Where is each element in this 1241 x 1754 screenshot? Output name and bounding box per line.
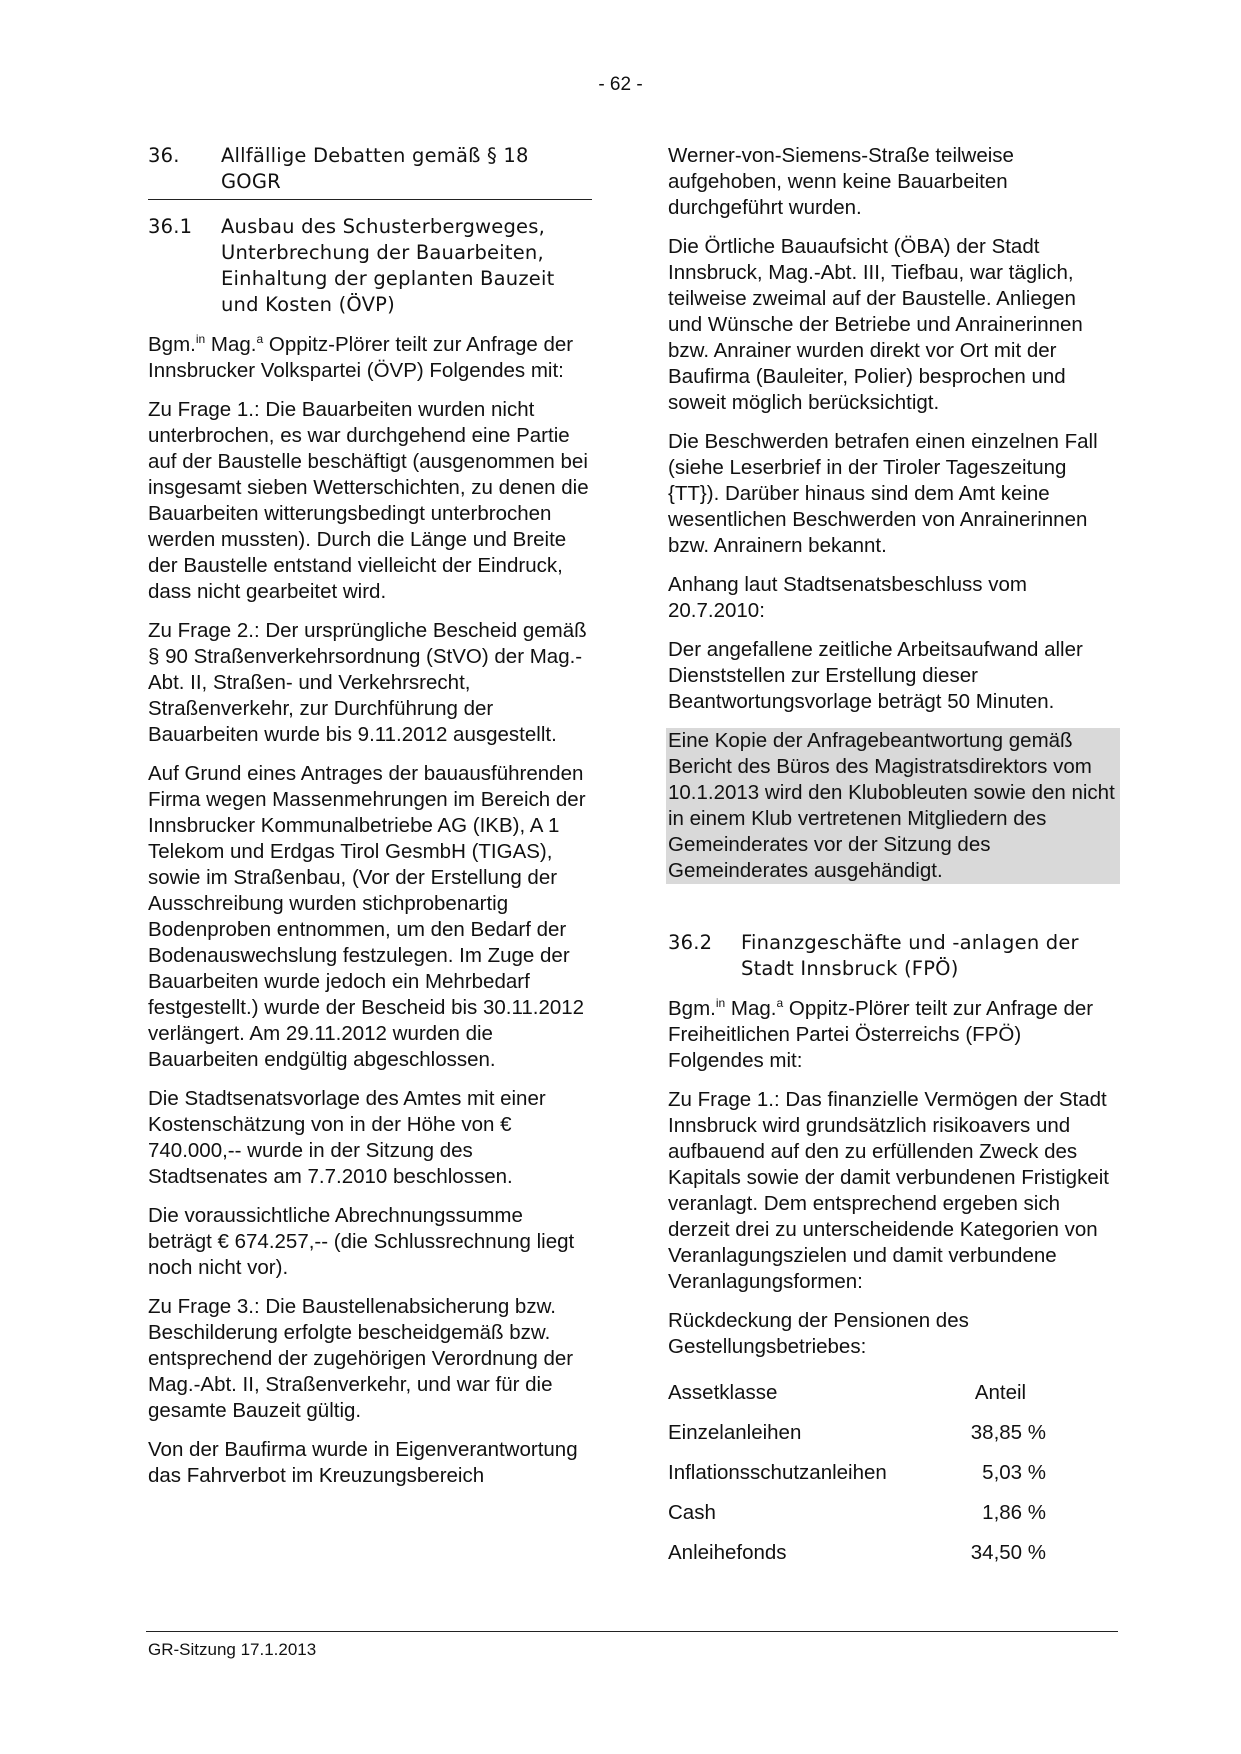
heading-36-number: 36. bbox=[148, 144, 180, 167]
paragraph-beschwerden: Die Beschwerden betrafen einen einzelnen Fall (siehe Leserbrief in der Tiroler Tageszeitung {TT}). Darüber hinaus sind dem Amt keine wesentlichen Beschwerden von Anrainerinnen bzw. Anrainern bekannt. bbox=[668, 430, 1098, 557]
highlighted-paragraph-kopie: Eine Kopie der Anfragebeantwortung gemäß Bericht des Büros des Magistratsdirektors vom 10.1.2013 wird den Klubobleuten sowie den nicht in einem Klub vertretenen Mitgliedern des Gemeinderates vor der Sitzung des Gemeinderates ausgehändigt. bbox=[666, 728, 1120, 884]
table-row bbox=[668, 1533, 1048, 1573]
heading-36-1-title: Ausbau des Schusterbergweges, Unterbrechung der Bauarbeiten, Einhaltung der geplanten Bauzeit und Kosten (ÖVP) bbox=[221, 215, 555, 316]
paragraph-finanzielles-vermoegen: Zu Frage 1.: Das finanzielle Vermögen der Stadt Innsbruck wird grundsätzlich risikoavers und aufbauend auf den zu erfüllenden Zweck des Kapitals sowie der damit verbundenen Fristigkeit veranlagt. Dem entsprechend ergeben sich derzeit drei zu unterscheidende Kategorien von Veranlagungszielen und damit verbundene Veranlagungsformen: bbox=[668, 1088, 1109, 1293]
asset-share: 1,86 % bbox=[982, 1501, 1046, 1524]
paragraph-frage-2: Zu Frage 2.: Der ursprüngliche Bescheid gemäß § 90 Straßenverkehrsordnung (StVO) der Mag.-Abt. II, Straßen- und Verkehrsrecht, Straßenverkehr, zur Durchführung der Bauarbeiten wurde bis 9.11.2012 ausgestellt. bbox=[148, 619, 587, 746]
heading-36-1 bbox=[148, 214, 592, 318]
paragraph-rueckdeckung: Rückdeckung der Pensionen des Gestellungsbetriebes: bbox=[668, 1309, 969, 1358]
asset-name: Inflationsschutzanleihen bbox=[668, 1461, 887, 1484]
page-number: - 62 - bbox=[598, 74, 643, 95]
intro-paragraph-ovp: Bgm.$^{in}$ Mag.$^a$ Oppitz-Plörer teilt zur Anfrage der Innsbrucker Volkspartei (ÖVP) Folgendes mit: bbox=[148, 332, 574, 382]
heading-36-2-number: 36.2 bbox=[668, 931, 713, 954]
table-row bbox=[668, 1413, 1048, 1453]
intro-paragraph-fpoe: Bgm.$^{in}$ Mag.$^a$ Oppitz-Plörer teilt zur Anfrage der Freiheitlichen Partei Österreichs (FPÖ) Folgendes mit: bbox=[668, 996, 1094, 1072]
heading-36-1-number: 36.1 bbox=[148, 215, 193, 238]
asset-share: 34,50 % bbox=[970, 1541, 1046, 1564]
asset-table-header-assetklasse: Assetklasse bbox=[668, 1381, 778, 1404]
heading-36 bbox=[148, 143, 592, 200]
paragraph-fahrverbot: Von der Baufirma wurde in Eigenverantwortung das Fahrverbot im Kreuzungsbereich bbox=[148, 1438, 578, 1487]
paragraph-siemens-strasse: Werner-von-Siemens-Straße teilweise aufgehoben, wenn keine Bauarbeiten durchgeführt wurden. bbox=[668, 144, 1014, 219]
left-column bbox=[148, 143, 592, 1502]
paragraph-bauaufsicht: Die Örtliche Bauaufsicht (ÖBA) der Stadt Innsbruck, Mag.-Abt. III, Tiefbau, war täglich, teilweise zweimal auf der Baustelle. Anliegen und Wünsche der Betriebe und Anrainerinnen bzw. Anrainer wurden direkt vor Ort mit der Baufirma (Bauleiter, Polier) besprochen und soweit möglich berücksichtigt. bbox=[668, 235, 1083, 414]
table-row bbox=[668, 1453, 1048, 1493]
footer-text: GR-Sitzung 17.1.2013 bbox=[148, 1640, 317, 1659]
paragraph-frage-3: Zu Frage 3.: Die Baustellenabsicherung bzw. Beschilderung erfolgte bescheidgemäß bzw. entsprechend der zugehörigen Verordnung der Mag.-Abt. II, Straßenverkehr, und war für die gesamte Bauzeit gültig. bbox=[148, 1295, 574, 1422]
paragraph-frage-1: Zu Frage 1.: Die Bauarbeiten wurden nicht unterbrochen, es war durchgehend eine Partie auf der Baustelle beschäftigt (ausgenommen bei insgesamt sieben Wetterschichten, zu denen die Bauarbeiten witterungsbedingt unterbrochen werden mussten). Durch die Länge und Breite der Baustelle entstand vielleicht der Eindruck, dass nicht gearbeitet wird. bbox=[148, 398, 589, 603]
right-column bbox=[668, 143, 1115, 1573]
table-row bbox=[668, 1493, 1048, 1533]
asset-name: Anleihefonds bbox=[668, 1541, 787, 1564]
paragraph-antrag: Auf Grund eines Antrages der bauausführenden Firma wegen Massenmehrungen im Bereich der Innsbrucker Kommunalbetriebe AG (IKB), A 1 Telekom und Erdgas Tirol GesmbH (TIGAS), sowie im Straßenbau, (Vor der Erstellung der Ausschreibung wurden stichprobenartig Bodenproben entnommen, um den Bedarf der Bodenauswechslung festzulegen. Im Zuge der Bauarbeiten wurde jedoch ein Mehrbedarf festgestellt.) wurde der Bescheid bis 30.11.2012 verlängert. Am 29.11.2012 wurden die Bauarbeiten endgültig abgeschlossen. bbox=[148, 762, 586, 1071]
paragraph-abrechnungssumme: Die voraussichtliche Abrechnungssumme beträgt € 674.257,-- (die Schlussrechnung liegt noch nicht vor). bbox=[148, 1204, 575, 1279]
paragraph-anhang: Anhang laut Stadtsenatsbeschluss vom 20.7.2010: bbox=[668, 573, 1027, 622]
asset-name: Cash bbox=[668, 1501, 716, 1524]
heading-36-2 bbox=[668, 930, 1112, 982]
asset-share: 5,03 % bbox=[982, 1461, 1046, 1484]
footer-divider bbox=[146, 1631, 1118, 1632]
asset-table bbox=[668, 1373, 1048, 1573]
asset-share: 38,85 % bbox=[970, 1421, 1046, 1444]
asset-table-header bbox=[668, 1373, 1048, 1413]
asset-table-header-anteil: Anteil bbox=[974, 1381, 1027, 1404]
asset-name: Einzelanleihen bbox=[668, 1421, 802, 1444]
heading-36-title: Allfällige Debatten gemäß § 18 GOGR bbox=[221, 144, 529, 193]
paragraph-arbeitsaufwand: Der angefallene zeitliche Arbeitsaufwand aller Dienststellen zur Erstellung dieser Beantwortungsvorlage beträgt 50 Minuten. bbox=[668, 638, 1083, 713]
paragraph-kostenschaetzung: Die Stadtsenatsvorlage des Amtes mit einer Kostenschätzung von in der Höhe von € 740.000,-- wurde in der Sitzung des Stadtsenates am 7.7.2010 beschlossen. bbox=[148, 1087, 546, 1188]
heading-36-2-title: Finanzgeschäfte und -anlagen der Stadt Innsbruck (FPÖ) bbox=[741, 931, 1079, 980]
